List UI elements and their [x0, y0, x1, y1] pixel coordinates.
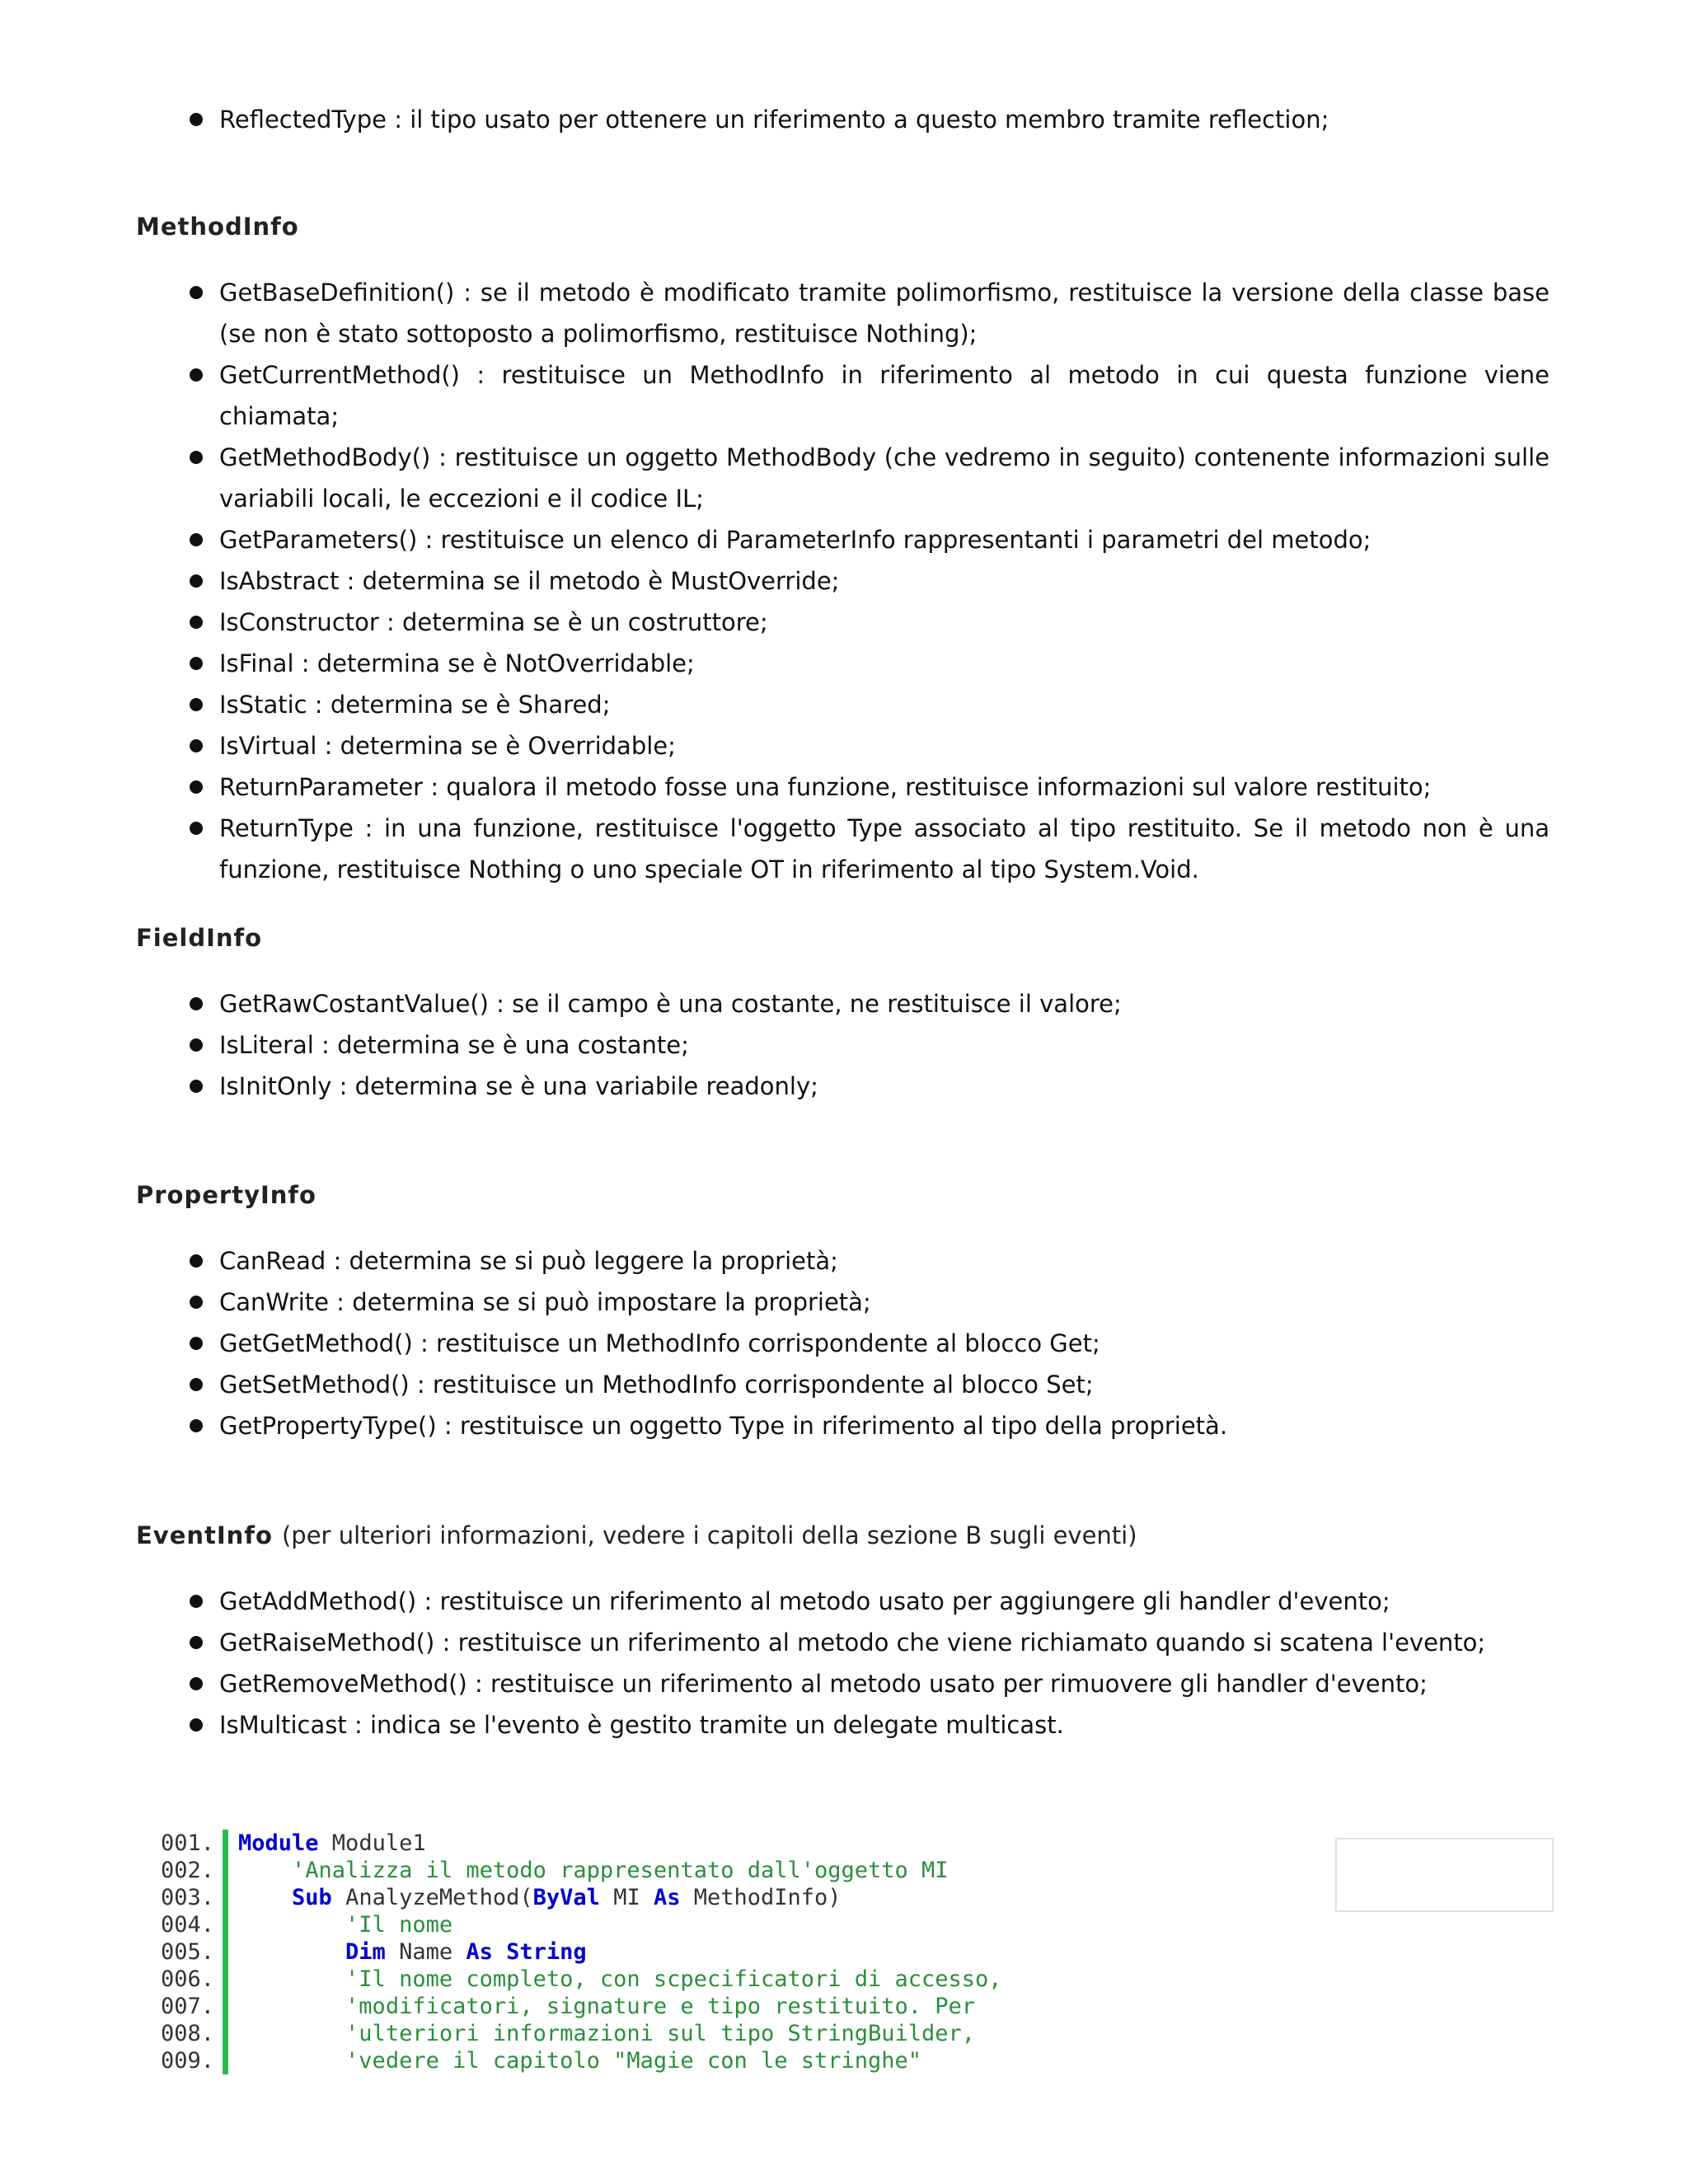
- list-item: IsMulticast : indica se l'evento è gestito tramite un delegate multicast.: [190, 1704, 1550, 1746]
- code-token: [238, 1939, 345, 1965]
- list-item: GetAddMethod() : restituisce un riferimento al metodo usato per aggiungere gli handler d'evento;: [190, 1581, 1550, 1622]
- code-token: [238, 1912, 345, 1938]
- section-title-methodinfo: MethodInfo: [136, 213, 299, 241]
- separator: :: [386, 105, 410, 134]
- section-title-propertyinfo: PropertyInfo: [136, 1181, 316, 1209]
- list-item: IsLiteral : determina se è una costante;: [190, 1024, 1550, 1066]
- line-number: 007.: [160, 1994, 214, 2019]
- reflectedtype-list: [190, 99, 1550, 140]
- code-line: [136, 1966, 1554, 1993]
- member-name: IsStatic: [219, 691, 307, 719]
- member-description: determina se è NotOverridable;: [316, 649, 695, 677]
- bullet-icon: [190, 1080, 203, 1093]
- bullet-icon: [190, 1677, 203, 1690]
- member-description: determina se si può leggere la proprietà;: [349, 1247, 838, 1275]
- list-item: CanRead : determina se si può leggere la proprietà;: [190, 1240, 1550, 1282]
- code-text: [228, 1830, 426, 1857]
- member-description: restituisce un elenco di ParameterInfo rappresentanti i parametri del metodo;: [440, 526, 1372, 554]
- bullet-icon: [190, 533, 203, 546]
- member-description: restituisce un MethodInfo corrispondente al blocco Get;: [435, 1329, 1100, 1357]
- member-description: determina se è un costruttore;: [402, 608, 768, 636]
- code-token: [238, 2021, 345, 2046]
- code-line: [136, 1938, 1554, 1966]
- member-name: GetParameters(): [219, 526, 418, 554]
- member-name: GetGetMethod(): [219, 1329, 413, 1357]
- bullet-icon: [190, 1296, 203, 1309]
- list-item: ReturnParameter : qualora il metodo fosse una funzione, restituisce informazioni sul valore restituito;: [190, 766, 1550, 808]
- member-name: ReturnType: [219, 814, 354, 842]
- list-item: GetMethodBody() : restituisce un oggetto MethodBody (che vedremo in seguito) contenente informazioni sulle variabili locali, le eccezioni e il codice IL;: [190, 437, 1550, 519]
- code-text: [228, 2020, 975, 2047]
- list-item: GetCurrentMethod() : restituisce un MethodInfo in riferimento al metodo in cui questa funzione viene chiamata;: [190, 354, 1550, 437]
- list-item: IsVirtual : determina se è Overridable;: [190, 725, 1550, 766]
- list-item: GetParameters() : restituisce un elenco di ParameterInfo rappresentanti i parametri del metodo;: [190, 519, 1550, 560]
- list-item: IsFinal : determina se è NotOverridable;: [190, 643, 1550, 684]
- gutter-bar: [223, 1857, 228, 1884]
- member-name: GetMethodBody(): [219, 443, 431, 471]
- code-token: [238, 1994, 345, 2019]
- bullet-icon: [190, 1337, 203, 1350]
- list-item: ReturnType : in una funzione, restituisce l'oggetto Type associato al tipo restituito. Se il metodo non è una funzione, restituisce Nothing o uno speciale OT in riferimento al tipo System.Void.: [190, 808, 1550, 890]
- line-number: 001.: [160, 1830, 214, 1856]
- code-comment: 'Analizza il metodo rappresentato dall'oggetto MI: [292, 1858, 949, 1883]
- code-keyword: String: [506, 1939, 587, 1965]
- code-line: [136, 1993, 1554, 2020]
- code-comment: 'Il nome completo, con scpecificatori di accesso,: [345, 1966, 1002, 1992]
- code-token: Module1: [318, 1830, 426, 1856]
- member-name: GetBaseDefinition(): [219, 279, 455, 307]
- bullet-icon: [190, 1038, 203, 1052]
- member-description: il tipo usato per ottenere un riferimento a questo membro tramite reflection;: [410, 105, 1329, 134]
- gutter-bar: [223, 1966, 228, 1993]
- member-description: restituisce un oggetto MethodBody (che vedremo in seguito) contenente informazioni sulle variabili locali, le eccezioni e il codice IL;: [219, 443, 1550, 513]
- list-item: IsInitOnly : determina se è una variabile readonly;: [190, 1066, 1550, 1107]
- code-comment: 'vedere il capitolo "Magie con le stringhe": [345, 2048, 922, 2074]
- member-name: IsLiteral: [219, 1031, 314, 1059]
- code-comment: 'ulteriori informazioni sul tipo StringBuilder,: [345, 2021, 976, 2046]
- list-item: GetSetMethod() : restituisce un MethodInfo corrispondente al blocco Set;: [190, 1364, 1550, 1405]
- list-item: [190, 99, 1550, 140]
- bullet-icon: [190, 739, 203, 752]
- member-description: se il metodo è modificato tramite polimorfismo, restituisce la versione della classe base (se non è stato sottoposto a polimorfismo, restituisce Nothing);: [219, 279, 1550, 348]
- bullet-icon: [190, 286, 203, 299]
- code-text: [228, 1911, 452, 1938]
- line-number: 008.: [160, 2021, 214, 2046]
- code-token: MI: [599, 1885, 654, 1910]
- member-description: restituisce un riferimento al metodo usato per rimuovere gli handler d'evento;: [490, 1670, 1428, 1698]
- code-text: [228, 1884, 842, 1911]
- gutter-bar: [223, 1911, 228, 1938]
- list-item: GetBaseDefinition() : se il metodo è modificato tramite polimorfismo, restituisce la versione della classe base (se non è stato sottoposto a polimorfismo, restituisce Nothing);: [190, 272, 1550, 354]
- code-text: [228, 1938, 587, 1966]
- member-name: IsAbstract: [219, 567, 340, 595]
- bullet-icon: [190, 698, 203, 711]
- list-item: GetRaiseMethod() : restituisce un riferimento al metodo che viene richiamato quando si scatena l'evento;: [190, 1622, 1550, 1663]
- section-note: (per ulteriori informazioni, vedere i capitoli della sezione B sugli eventi): [281, 1521, 1137, 1549]
- member-description: restituisce un oggetto Type in riferimento al tipo della proprietà.: [459, 1412, 1228, 1440]
- line-number: 003.: [160, 1885, 214, 1910]
- member-description: restituisce un MethodInfo in riferimento al metodo in cui questa funzione viene chiamata;: [219, 361, 1550, 430]
- code-token: MethodInfo): [680, 1885, 842, 1910]
- line-number: 006.: [160, 1966, 214, 1992]
- member-name: IsMulticast: [219, 1711, 347, 1739]
- code-token: [493, 1939, 506, 1965]
- propertyinfo-list: [190, 1240, 1550, 1446]
- code-keyword: Dim: [345, 1939, 386, 1965]
- gutter-bar: [223, 2020, 228, 2047]
- member-name: ReturnParameter: [219, 773, 424, 801]
- bullet-icon: [190, 997, 203, 1010]
- code-keyword: Module: [238, 1830, 319, 1856]
- code-comment: 'modificatori, signature e tipo restituito. Per: [345, 1994, 976, 2019]
- bullet-icon: [190, 113, 203, 126]
- member-description: determina se è una variabile readonly;: [354, 1072, 818, 1100]
- member-name: IsInitOnly: [219, 1072, 332, 1100]
- code-text: [228, 2047, 921, 2074]
- code-keyword: ByVal: [532, 1885, 600, 1910]
- gutter-bar: [223, 1938, 228, 1966]
- line-number: 002.: [160, 1858, 214, 1883]
- gutter-bar: [223, 1830, 228, 1857]
- code-text: [228, 1966, 1002, 1993]
- member-description: determina se il metodo è MustOverride;: [362, 567, 840, 595]
- member-description: in una funzione, restituisce l'oggetto Type associato al tipo restituito. Se il metodo non è una funzione, restituisce Nothing o uno speciale OT in riferimento al tipo System.Void.: [219, 814, 1550, 883]
- code-keyword: Sub: [292, 1885, 332, 1910]
- member-name: IsFinal: [219, 649, 294, 677]
- member-name: IsConstructor: [219, 608, 379, 636]
- gutter-bar: [223, 1993, 228, 2020]
- line-number: 004.: [160, 1912, 214, 1938]
- line-number: 005.: [160, 1939, 214, 1965]
- code-keyword: As: [466, 1939, 493, 1965]
- code-toolbar-box: [1335, 1838, 1554, 1912]
- member-name: GetSetMethod(): [219, 1371, 410, 1399]
- line-number: 009.: [160, 2048, 214, 2074]
- section-title-fieldinfo: FieldInfo: [136, 924, 263, 952]
- code-text: [228, 1993, 975, 2020]
- gutter-bar: [223, 2047, 228, 2074]
- bullet-icon: [190, 1254, 203, 1268]
- fieldinfo-list: [190, 983, 1550, 1107]
- member-name: ReflectedType: [219, 105, 387, 134]
- bullet-icon: [190, 1419, 203, 1432]
- code-token: [238, 1858, 292, 1883]
- member-name: CanWrite: [219, 1288, 329, 1316]
- list-item: IsConstructor : determina se è un costruttore;: [190, 602, 1550, 643]
- member-name: GetPropertyType(): [219, 1412, 437, 1440]
- code-token: [238, 2048, 345, 2074]
- bullet-icon: [190, 451, 203, 464]
- bullet-icon: [190, 1378, 203, 1391]
- code-token: [238, 1885, 292, 1910]
- list-item: CanWrite : determina se si può impostare la proprietà;: [190, 1282, 1550, 1323]
- member-name: GetAddMethod(): [219, 1587, 417, 1615]
- gutter-bar: [223, 1884, 228, 1911]
- member-description: restituisce un riferimento al metodo che viene richiamato quando si scatena l'evento;: [457, 1629, 1486, 1657]
- code-line: [136, 2047, 1554, 2074]
- list-item: GetGetMethod() : restituisce un MethodInfo corrispondente al blocco Get;: [190, 1323, 1550, 1364]
- list-item: IsStatic : determina se è Shared;: [190, 684, 1550, 725]
- member-description: restituisce un MethodInfo corrispondente al blocco Set;: [432, 1371, 1094, 1399]
- member-description: determina se è Overridable;: [340, 732, 676, 760]
- bullet-icon: [190, 1636, 203, 1649]
- code-line: [136, 1911, 1554, 1938]
- eventinfo-list: [190, 1581, 1550, 1746]
- code-keyword: As: [653, 1885, 681, 1910]
- bullet-icon: [190, 368, 203, 382]
- member-description: determina se si può impostare la proprietà;: [352, 1288, 871, 1316]
- code-text: [228, 1857, 949, 1884]
- methodinfo-list: [190, 272, 1550, 890]
- bullet-icon: [190, 1595, 203, 1608]
- bullet-icon: [190, 657, 203, 670]
- bullet-icon: [190, 780, 203, 794]
- member-description: determina se è Shared;: [330, 691, 611, 719]
- member-description: indica se l'evento è gestito tramite un delegate multicast.: [369, 1711, 1064, 1739]
- member-description: determina se è una costante;: [337, 1031, 689, 1059]
- bullet-icon: [190, 1718, 203, 1732]
- member-description: qualora il metodo fosse una funzione, restituisce informazioni sul valore restituito;: [446, 773, 1432, 801]
- code-token: AnalyzeMethod(: [331, 1885, 533, 1910]
- member-description: se il campo è una costante, ne restituisce il valore;: [512, 990, 1122, 1018]
- list-item: GetPropertyType() : restituisce un oggetto Type in riferimento al tipo della proprietà.: [190, 1405, 1550, 1446]
- code-comment: 'Il nome: [345, 1912, 453, 1938]
- list-item: GetRemoveMethod() : restituisce un riferimento al metodo usato per rimuovere gli handler d'evento;: [190, 1663, 1550, 1704]
- code-token: Name: [385, 1939, 467, 1965]
- bullet-icon: [190, 822, 203, 835]
- bullet-icon: [190, 574, 203, 588]
- member-name: IsVirtual: [219, 732, 317, 760]
- code-token: [238, 1966, 345, 1992]
- member-name: CanRead: [219, 1247, 326, 1275]
- list-item: IsAbstract : determina se il metodo è MustOverride;: [190, 560, 1550, 602]
- bullet-icon: [190, 616, 203, 629]
- member-name: GetRaiseMethod(): [219, 1629, 435, 1657]
- member-name: GetRawCostantValue(): [219, 990, 489, 1018]
- code-line: [136, 2020, 1554, 2047]
- section-title-eventinfo: EventInfo (per ulteriori informazioni, vedere i capitoli della sezione B sugli eventi): [136, 1521, 1137, 1549]
- member-name: GetRemoveMethod(): [219, 1670, 467, 1698]
- member-description: restituisce un riferimento al metodo usato per aggiungere gli handler d'evento;: [439, 1587, 1390, 1615]
- member-name: GetCurrentMethod(): [219, 361, 460, 389]
- list-item: GetRawCostantValue() : se il campo è una costante, ne restituisce il valore;: [190, 983, 1550, 1024]
